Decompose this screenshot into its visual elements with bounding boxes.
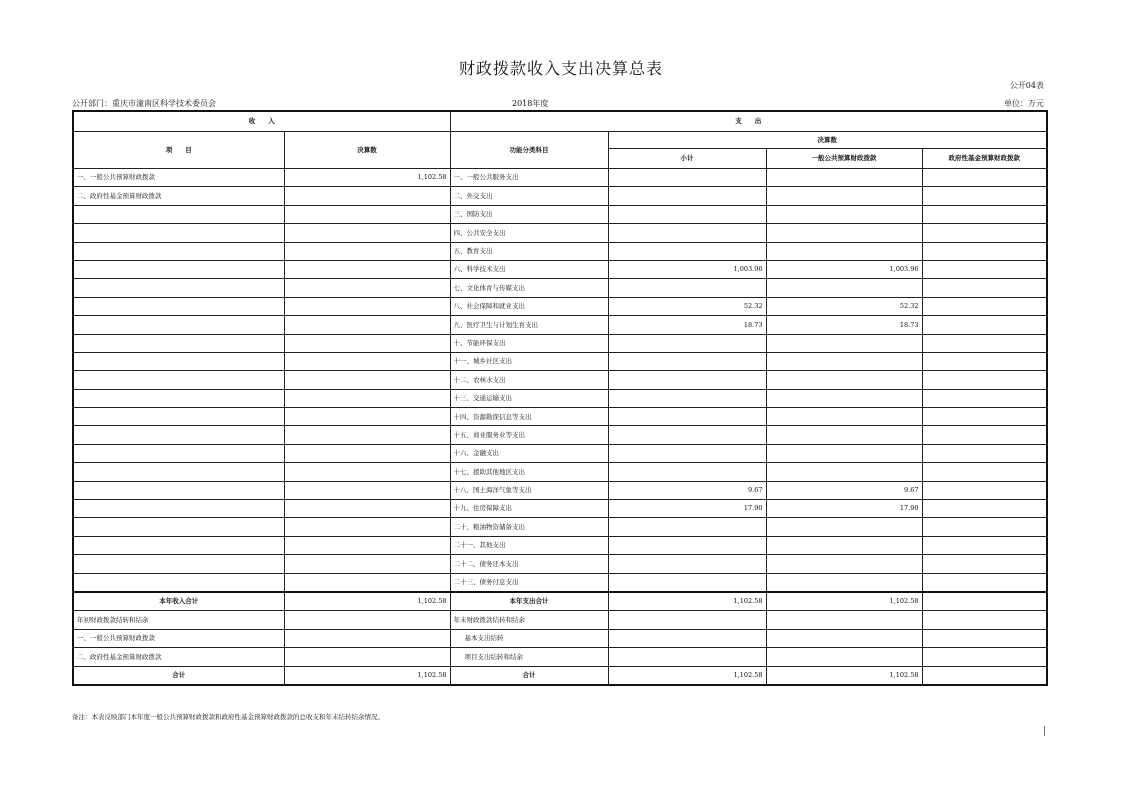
expense-subtotal [608,242,766,260]
report-title: 财政拨款收入支出决算总表 [458,59,663,78]
expense-gov-fund [922,573,1047,592]
income-item-amount [284,260,450,278]
table-row [73,205,1047,223]
carryover-rows [73,611,1047,666]
unit-label: 单位：万元 [1004,99,1044,108]
expense-gov-fund [922,463,1047,481]
expense-general-budget [766,279,922,297]
income-header: 收 入 [73,111,450,132]
expense-function-name: 十八、国土海洋气象等支出 [450,481,608,499]
expense-function-name: 二十一、其他支出 [450,536,608,554]
income-item-name: 二、政府性基金预算财政拨款 [73,187,284,205]
gov-fund-header: 政府性基金预算财政拨款 [922,149,1047,169]
expense-general-budget [766,408,922,426]
expense-function-name: 二十二、债务还本支出 [450,555,608,573]
year-expense-general: 1,102.58 [766,592,922,611]
grand-expense-fund [922,666,1047,685]
grand-expense-total-label: 合计 [450,666,608,685]
income-item-name [73,205,284,223]
income-item-amount [284,316,450,334]
expense-header: 支 出 [450,111,1047,132]
table-row [73,555,1047,573]
general-budget-header: 一般公共预算财政拨款 [766,149,922,169]
income-item-name [73,481,284,499]
income-item-amount [284,536,450,554]
expense-function-name: 十六、金融支出 [450,444,608,462]
expense-general-budget [766,205,922,223]
carry-expense-general [766,629,922,647]
department-label: 公开部门：重庆市潼南区科学技术委员会 [72,99,216,108]
expense-function-name: 十九、住房保障支出 [450,500,608,518]
expense-function-name: 六、科学技术支出 [450,260,608,278]
expense-general-budget [766,444,922,462]
expense-general-budget [766,518,922,536]
table-row [73,408,1047,426]
expense-gov-fund [922,242,1047,260]
income-item-name [73,573,284,592]
expense-function-name: 十二、农林水支出 [450,371,608,389]
expense-function-name: 五、教育支出 [450,242,608,260]
expense-subtotal [608,187,766,205]
expense-subtotal [608,205,766,223]
expense-function-name: 三、国防支出 [450,205,608,223]
table-row [73,500,1047,518]
page-edge-mark [1044,726,1045,736]
expense-subtotal [608,408,766,426]
expense-gov-fund [922,297,1047,315]
expense-subtotal: 9.67 [608,481,766,499]
income-item-name [73,371,284,389]
table-row [73,426,1047,444]
expense-gov-fund [922,444,1047,462]
income-item-amount [284,500,450,518]
expense-function-name: 十、节能环保支出 [450,334,608,352]
expense-gov-fund [922,518,1047,536]
carry-income-name: 一、一般公共预算财政拨款 [73,629,284,647]
income-item-amount [284,463,450,481]
table-row [73,389,1047,407]
carry-expense-subtotal [608,648,766,666]
carry-income-name: 年初财政拨款结转和结余 [73,611,284,629]
carry-expense-fund [922,648,1047,666]
table-row [73,536,1047,554]
expense-subtotal [608,573,766,592]
income-item-name [73,297,284,315]
income-item-name [73,260,284,278]
carry-expense-name: 基本支出结转 [450,629,608,647]
expense-general-budget [766,426,922,444]
table-row [73,187,1047,205]
expense-amount-header: 决算数 [608,132,1047,149]
expense-function-name: 九、医疗卫生与计划生育支出 [450,316,608,334]
carryover-row [73,611,1047,629]
expense-general-budget [766,352,922,370]
year-expense-total-label: 本年支出合计 [450,592,608,611]
carry-expense-general [766,648,922,666]
expense-subtotal: 52.32 [608,297,766,315]
expense-general-budget: 17.90 [766,500,922,518]
income-item-amount [284,205,450,223]
expense-subtotal: 17.90 [608,500,766,518]
expense-function-name: 十三、交通运输支出 [450,389,608,407]
expense-function-name: 二十、粮油物资储备支出 [450,518,608,536]
expense-gov-fund [922,260,1047,278]
table-row [73,316,1047,334]
year-total-section [73,592,1047,611]
expense-gov-fund [922,169,1047,187]
expense-gov-fund [922,187,1047,205]
year-income-total-amount: 1,102.58 [284,592,450,611]
income-item-name [73,536,284,554]
income-item-name [73,389,284,407]
expense-general-budget: 18.73 [766,316,922,334]
expense-general-budget [766,224,922,242]
expense-gov-fund [922,426,1047,444]
income-item-amount [284,444,450,462]
expense-gov-fund [922,536,1047,554]
fiscal-year: 2018年度 [512,99,549,108]
expense-subtotal: 1,003.96 [608,260,766,278]
func-class-header: 功能分类科目 [450,132,608,169]
table-row [73,518,1047,536]
income-item-amount [284,187,450,205]
expense-subtotal [608,518,766,536]
income-item-amount [284,371,450,389]
expense-subtotal [608,426,766,444]
item-header: 项 目 [73,132,284,169]
expense-function-name: 七、文化体育与传媒支出 [450,279,608,297]
expense-gov-fund [922,352,1047,370]
expense-subtotal [608,224,766,242]
income-item-name: 一、一般公共预算财政拨款 [73,169,284,187]
year-expense-fund [922,592,1047,611]
expense-general-budget [766,242,922,260]
expense-gov-fund [922,371,1047,389]
income-item-name [73,500,284,518]
expense-subtotal [608,389,766,407]
expense-subtotal [608,352,766,370]
table-row [73,260,1047,278]
expense-gov-fund [922,316,1047,334]
footnote: 备注：本表反映部门本年度一般公共预算财政拨款和政府性基金预算财政拨款的总收支和年末结转结余情况。 [72,713,384,721]
budget-table [72,110,1048,686]
table-row [73,279,1047,297]
carry-expense-name: 项目支出结转和结余 [450,648,608,666]
form-number: 公开04表 [1009,81,1044,90]
expense-general-budget [766,187,922,205]
income-item-amount [284,297,450,315]
detail-rows [73,169,1047,592]
expense-general-budget [766,463,922,481]
expense-gov-fund [922,389,1047,407]
table-row [73,352,1047,370]
carry-expense-fund [922,629,1047,647]
expense-general-budget: 1,003.96 [766,260,922,278]
expense-general-budget [766,169,922,187]
table-row [73,573,1047,592]
grand-expense-general: 1,102.58 [766,666,922,685]
income-item-name [73,316,284,334]
expense-function-name: 二、外交支出 [450,187,608,205]
table-row [73,481,1047,499]
carryover-row [73,648,1047,666]
expense-general-budget [766,555,922,573]
income-item-amount [284,334,450,352]
income-item-name [73,242,284,260]
income-item-amount [284,555,450,573]
table-row [73,224,1047,242]
grand-total-section [73,666,1047,685]
expense-subtotal [608,279,766,297]
expense-function-name: 二十三、债务付息支出 [450,573,608,592]
income-item-name [73,555,284,573]
income-item-amount [284,481,450,499]
income-item-name [73,224,284,242]
income-item-amount [284,518,450,536]
grand-total-row [73,666,1047,685]
carry-expense-fund [922,611,1047,629]
expense-general-budget [766,334,922,352]
subtotal-header: 小计 [608,149,766,169]
carry-expense-subtotal [608,629,766,647]
income-amount-header: 决算数 [284,132,450,169]
expense-gov-fund [922,481,1047,499]
carry-expense-name: 年末财政拨款结转和结余 [450,611,608,629]
income-item-amount [284,389,450,407]
year-total-row [73,592,1047,611]
expense-function-name: 八、社会保障和就业支出 [450,297,608,315]
expense-general-budget: 52.32 [766,297,922,315]
table-row [73,334,1047,352]
expense-subtotal [608,444,766,462]
expense-gov-fund [922,500,1047,518]
expense-gov-fund [922,205,1047,223]
expense-subtotal: 18.73 [608,316,766,334]
table-row [73,242,1047,260]
income-item-name [73,408,284,426]
table-row [73,463,1047,481]
income-item-name [73,463,284,481]
expense-function-name: 十七、援助其他地区支出 [450,463,608,481]
expense-subtotal [608,463,766,481]
income-item-name [73,518,284,536]
table-row [73,444,1047,462]
expense-function-name: 十五、商业服务业等支出 [450,426,608,444]
income-item-name [73,334,284,352]
income-item-amount [284,242,450,260]
income-item-amount [284,426,450,444]
table-row [73,169,1047,187]
income-item-amount [284,279,450,297]
income-item-name [73,444,284,462]
expense-general-budget [766,536,922,554]
expense-function-name: 十一、城乡社区支出 [450,352,608,370]
grand-expense-subtotal: 1,102.58 [608,666,766,685]
expense-gov-fund [922,279,1047,297]
expense-function-name: 一、一般公共服务支出 [450,169,608,187]
income-item-amount: 1,102.58 [284,169,450,187]
income-item-amount [284,573,450,592]
expense-function-name: 十四、资源勘探信息等支出 [450,408,608,426]
income-item-amount [284,352,450,370]
expense-subtotal [608,555,766,573]
expense-subtotal [608,536,766,554]
year-expense-subtotal: 1,102.58 [608,592,766,611]
income-item-amount [284,408,450,426]
year-income-total-label: 本年收入合计 [73,592,284,611]
expense-subtotal [608,371,766,389]
income-item-name [73,279,284,297]
income-item-name [73,426,284,444]
income-item-amount [284,224,450,242]
expense-general-budget: 9.67 [766,481,922,499]
grand-income-total-amount: 1,102.58 [284,666,450,685]
expense-general-budget [766,389,922,407]
table-row [73,297,1047,315]
expense-gov-fund [922,334,1047,352]
carry-income-amount [284,629,450,647]
expense-subtotal [608,334,766,352]
expense-gov-fund [922,555,1047,573]
expense-general-budget [766,371,922,389]
carry-income-name: 二、政府性基金预算财政拨款 [73,648,284,666]
expense-gov-fund [922,408,1047,426]
expense-subtotal [608,169,766,187]
carryover-row [73,629,1047,647]
carry-income-amount [284,611,450,629]
table-row [73,371,1047,389]
carry-expense-general [766,611,922,629]
expense-function-name: 四、公共安全支出 [450,224,608,242]
income-item-name [73,352,284,370]
expense-general-budget [766,573,922,592]
grand-income-total-label: 合计 [73,666,284,685]
expense-gov-fund [922,224,1047,242]
carry-income-amount [284,648,450,666]
carry-expense-subtotal [608,611,766,629]
